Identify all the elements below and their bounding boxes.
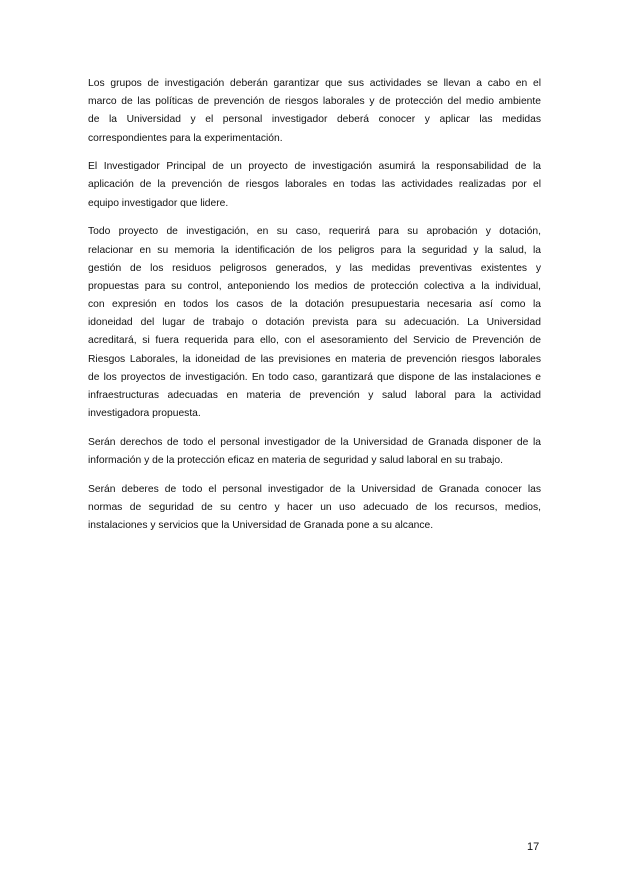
text-line: propuestas para su control, anteponiendo los medios de protección colectiva a la individual, [88, 280, 541, 292]
text-line: de la Universidad y el personal investigador deberá conocer y aplicar las medidas [88, 114, 541, 126]
text-line: investigadora propuesta. [88, 408, 201, 420]
text-line: Serán derechos de todo el personal investigador de la Universidad de Granada disponer de la [88, 436, 541, 448]
page-number: 17 [527, 841, 540, 853]
document-body [88, 75, 541, 546]
paragraph [88, 434, 541, 470]
text-line: relacionar en su memoria la identificación de los peligros para la seguridad y la salud, la [88, 244, 541, 256]
text-line: Riesgos Laborales, la idoneidad de las previsiones en materia de prevención riesgos laborales [88, 353, 541, 365]
paragraph [88, 223, 541, 423]
text-line: marco de las políticas de prevención de riesgos laborales y de protección del medio ambiente [88, 96, 541, 108]
text-line: idoneidad del lugar de trabajo o dotación prevista para su adecuación. La Universidad [88, 317, 541, 329]
paragraph [88, 158, 541, 213]
text-line: acreditará, si fuera requerida para ello, con el asesoramiento del Servicio de Prevención de [88, 335, 541, 347]
text-line: infraestructuras adecuadas en materia de prevención y salud laboral para la actividad [88, 390, 541, 401]
text-line: Serán deberes de todo el personal investigador de la Universidad de Granada conocer las [88, 483, 541, 495]
text-line: normas de seguridad de su centro y hacer un uso adecuado de los recursos, medios, [88, 501, 541, 513]
paragraph [88, 75, 541, 148]
text-line: información y de la protección eficaz en materia de seguridad y salud laboral en su trabajo. [88, 455, 503, 467]
text-line: aplicación de la prevención de riesgos laborales en todas las actividades realizadas por el [88, 179, 541, 191]
text-line: El Investigador Principal de un proyecto de investigación asumirá la responsabilidad de la [88, 161, 541, 173]
text-line: gestión de los residuos peligrosos generados, y las medidas preventivas existentes y [88, 262, 541, 274]
text-line: Todo proyecto de investigación, en su caso, requerirá para su aprobación y dotación, [88, 226, 541, 238]
paragraph [88, 481, 541, 536]
text-line: equipo investigador que lidere. [88, 197, 229, 209]
text-line: con expresión en todos los casos de la dotación presupuestaria necesaria así como la [88, 299, 541, 311]
text-line: instalaciones y servicios que la Universidad de Granada pone a su alcance. [88, 520, 434, 532]
text-line: correspondientes para la experimentación. [88, 132, 283, 144]
text-line: de los proyectos de investigación. En todo caso, garantizará que dispone de las instalaciones e [88, 371, 541, 383]
text-line: Los grupos de investigación deberán garantizar que sus actividades se llevan a cabo en el [88, 78, 541, 89]
